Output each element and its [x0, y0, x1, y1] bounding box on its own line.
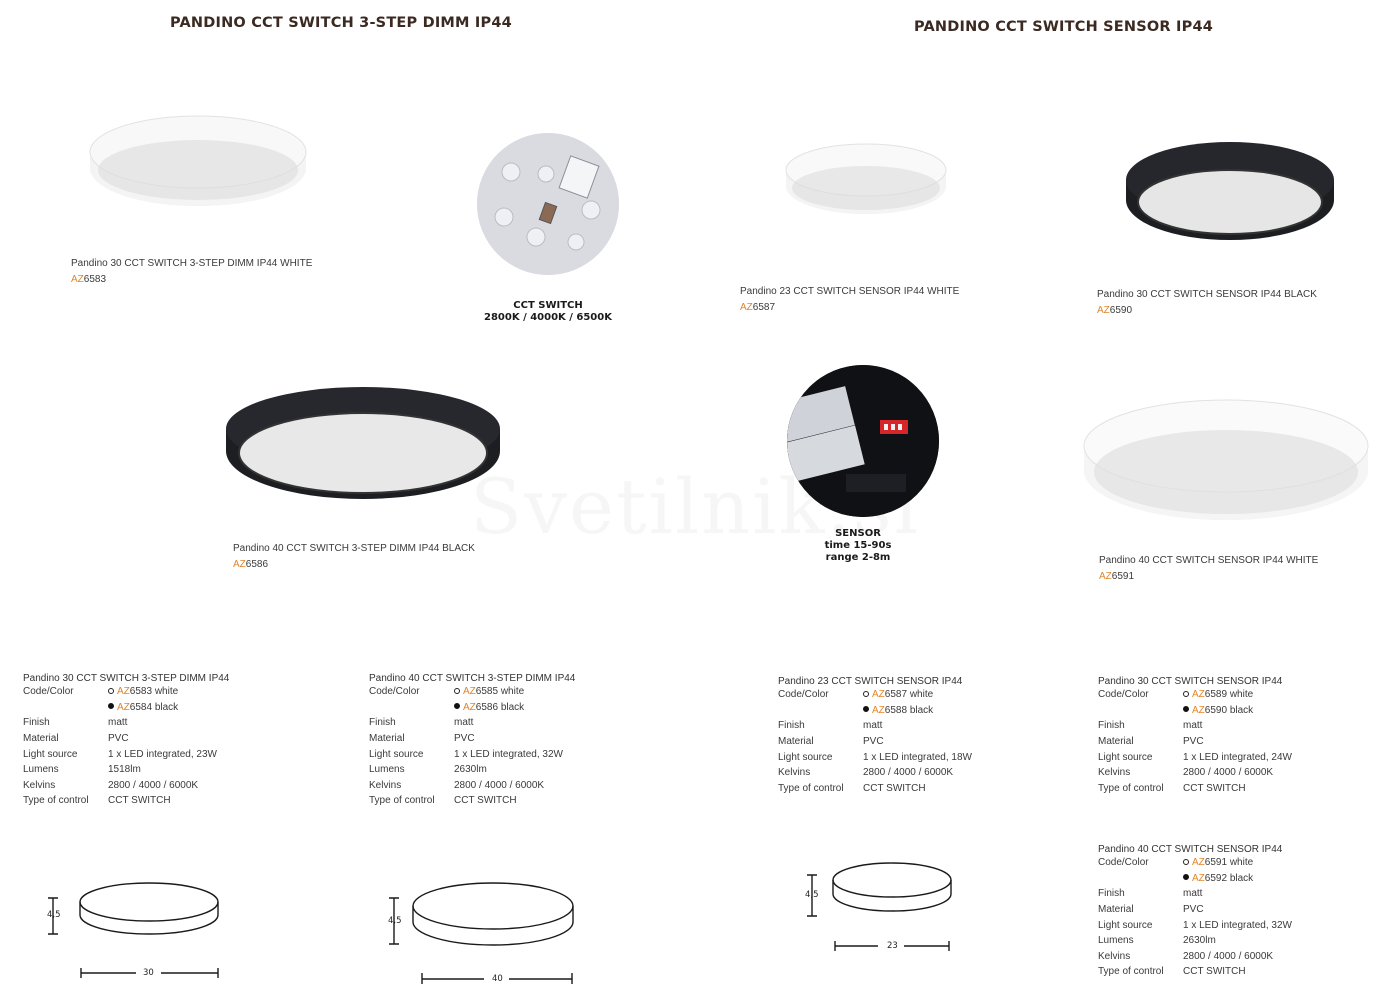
variant-black: AZ6592 black: [1183, 871, 1292, 887]
product-name: Pandino 30 CCT SWITCH SENSOR IP44 BLACK: [1097, 289, 1317, 300]
spec-label: Material: [1098, 736, 1134, 748]
spec-block: [23, 673, 229, 809]
dimension-drawing-40: [384, 878, 584, 988]
spec-label: Light source: [369, 748, 424, 760]
spec-label: Light source: [1098, 919, 1153, 931]
spec-value: CCT SWITCH: [454, 795, 517, 807]
spec-value: 1 x LED integrated, 24W: [1183, 751, 1292, 763]
product-code: AZ6583: [71, 274, 107, 285]
spec-value: 1 x LED integrated, 32W: [1183, 919, 1292, 931]
spec-label: Code/Color: [369, 686, 420, 698]
product-code: AZ6591: [1099, 571, 1135, 582]
white-dot-icon: [1183, 859, 1189, 865]
dimension-height: 4,5: [388, 916, 402, 926]
spec-value: 1 x LED integrated, 23W: [108, 748, 217, 760]
spec-value: matt: [454, 717, 474, 729]
spec-value: CCT SWITCH: [108, 795, 171, 807]
spec-label: Code/Color: [1098, 689, 1149, 701]
spec-label: Finish: [1098, 888, 1125, 900]
product-image-pandino-40-white: [1078, 396, 1378, 526]
variant-black: AZ6586 black: [454, 700, 563, 716]
product-image-pandino-30-black: [1122, 138, 1338, 246]
sensor-caption: SENSOR time 15-90s range 2-8m: [824, 528, 892, 563]
spec-table: [778, 687, 972, 796]
spec-label: Kelvins: [778, 767, 811, 779]
spec-label: Material: [369, 733, 405, 745]
spec-label: Type of control: [778, 782, 844, 794]
product-code: AZ6590: [1097, 305, 1133, 316]
spec-label: Material: [1098, 904, 1134, 916]
product-name: Pandino 40 CCT SWITCH SENSOR IP44 WHITE: [1099, 555, 1319, 566]
dimension-width: 30: [143, 968, 154, 978]
spec-value: matt: [1183, 720, 1203, 732]
spec-block: [369, 673, 575, 809]
spec-value: 1518lm: [108, 764, 141, 776]
spec-block: [778, 676, 972, 796]
spec-value: 2630lm: [1183, 935, 1216, 947]
spec-label: Finish: [369, 717, 396, 729]
spec-value: matt: [108, 717, 128, 729]
spec-value: PVC: [454, 733, 475, 745]
spec-title: Pandino 30 CCT SWITCH SENSOR IP44: [1098, 676, 1283, 687]
spec-label: Material: [23, 733, 59, 745]
black-dot-icon: [863, 706, 869, 712]
white-dot-icon: [1183, 691, 1189, 697]
spec-value: 1 x LED integrated, 18W: [863, 751, 972, 763]
spec-table: [369, 684, 563, 809]
spec-value: PVC: [1183, 904, 1204, 916]
spec-value: 1 x LED integrated, 32W: [454, 748, 563, 760]
spec-title: Pandino 40 CCT SWITCH 3-STEP DIMM IP44: [369, 673, 576, 684]
spec-label: Finish: [778, 720, 805, 732]
sensor-detail-image: [786, 364, 940, 518]
spec-block: [1098, 844, 1292, 980]
black-dot-icon: [1183, 874, 1189, 880]
spec-label: Light source: [1098, 751, 1153, 763]
black-dot-icon: [1183, 706, 1189, 712]
spec-label: Kelvins: [1098, 767, 1131, 779]
spec-table: [1098, 687, 1292, 796]
spec-label: Light source: [23, 748, 78, 760]
product-name: Pandino 30 CCT SWITCH 3-STEP DIMM IP44 WHITE: [71, 258, 313, 269]
variant-white: AZ6583 white: [108, 684, 217, 700]
spec-label: Code/Color: [23, 686, 74, 698]
cct-switch-caption: CCT SWITCH 2800K / 4000K / 6500K: [484, 300, 612, 323]
product-image-pandino-40-black: [222, 385, 504, 505]
product-image-pandino-23-white: [780, 140, 952, 220]
variant-white: AZ6585 white: [454, 684, 563, 700]
spec-value: CCT SWITCH: [863, 782, 926, 794]
product-name: Pandino 40 CCT SWITCH 3-STEP DIMM IP44 BLACK: [233, 543, 475, 554]
spec-label: Kelvins: [369, 779, 402, 791]
spec-label: Kelvins: [23, 779, 56, 791]
spec-value: 2630lm: [454, 764, 487, 776]
spec-label: Code/Color: [1098, 857, 1149, 869]
spec-value: 2800 / 4000 / 6000K: [863, 767, 954, 779]
product-code: AZ6587: [740, 302, 776, 313]
spec-value: CCT SWITCH: [1183, 782, 1246, 794]
cct-switch-detail-image: [476, 132, 620, 276]
black-dot-icon: [108, 703, 114, 709]
spec-label: Light source: [778, 751, 833, 763]
variant-white: AZ6587 white: [863, 687, 972, 703]
spec-title: Pandino 40 CCT SWITCH SENSOR IP44: [1098, 844, 1283, 855]
spec-label: Finish: [1098, 720, 1125, 732]
product-name: Pandino 23 CCT SWITCH SENSOR IP44 WHITE: [740, 286, 960, 297]
spec-block: [1098, 676, 1292, 796]
spec-label: Kelvins: [1098, 950, 1131, 962]
dimension-height: 4,5: [47, 910, 61, 920]
spec-label: Type of control: [1098, 782, 1164, 794]
variant-black: AZ6590 black: [1183, 703, 1292, 719]
spec-value: CCT SWITCH: [1183, 966, 1246, 978]
heading-sensor: PANDINO CCT SWITCH SENSOR IP44: [914, 19, 1214, 35]
spec-label: Type of control: [1098, 966, 1164, 978]
spec-title: Pandino 23 CCT SWITCH SENSOR IP44: [778, 676, 963, 687]
spec-title: Pandino 30 CCT SWITCH 3-STEP DIMM IP44: [23, 673, 230, 684]
product-code: AZ6586: [233, 559, 269, 570]
spec-label: Type of control: [23, 795, 89, 807]
heading-dimm: PANDINO CCT SWITCH 3-STEP DIMM IP44: [170, 15, 512, 31]
spec-value: 2800 / 4000 / 6000K: [108, 779, 199, 791]
dimension-height: 4,5: [805, 890, 819, 900]
white-dot-icon: [108, 688, 114, 694]
product-image-pandino-30-white: [85, 110, 315, 210]
dimension-drawing-30: [40, 878, 240, 983]
spec-label: Finish: [23, 717, 50, 729]
spec-value: 2800 / 4000 / 6000K: [454, 779, 545, 791]
spec-value: matt: [863, 720, 883, 732]
variant-white: AZ6589 white: [1183, 687, 1292, 703]
spec-label: Lumens: [369, 764, 405, 776]
spec-label: Material: [778, 736, 814, 748]
spec-value: matt: [1183, 888, 1203, 900]
spec-value: 2800 / 4000 / 6000K: [1183, 767, 1274, 779]
spec-label: Code/Color: [778, 689, 829, 701]
spec-label: Lumens: [1098, 935, 1134, 947]
black-dot-icon: [454, 703, 460, 709]
spec-label: Lumens: [23, 764, 59, 776]
variant-black: AZ6588 black: [863, 703, 972, 719]
dimension-drawing-23: [800, 858, 960, 958]
dimension-width: 40: [492, 974, 503, 984]
spec-table: [23, 684, 217, 809]
dimension-width: 23: [887, 941, 898, 951]
white-dot-icon: [454, 688, 460, 694]
spec-value: PVC: [1183, 736, 1204, 748]
spec-label: Type of control: [369, 795, 435, 807]
spec-value: 2800 / 4000 / 6000K: [1183, 950, 1274, 962]
white-dot-icon: [863, 691, 869, 697]
spec-value: PVC: [863, 736, 884, 748]
variant-white: AZ6591 white: [1183, 855, 1292, 871]
spec-value: PVC: [108, 733, 129, 745]
spec-table: [1098, 855, 1292, 980]
variant-black: AZ6584 black: [108, 700, 217, 716]
